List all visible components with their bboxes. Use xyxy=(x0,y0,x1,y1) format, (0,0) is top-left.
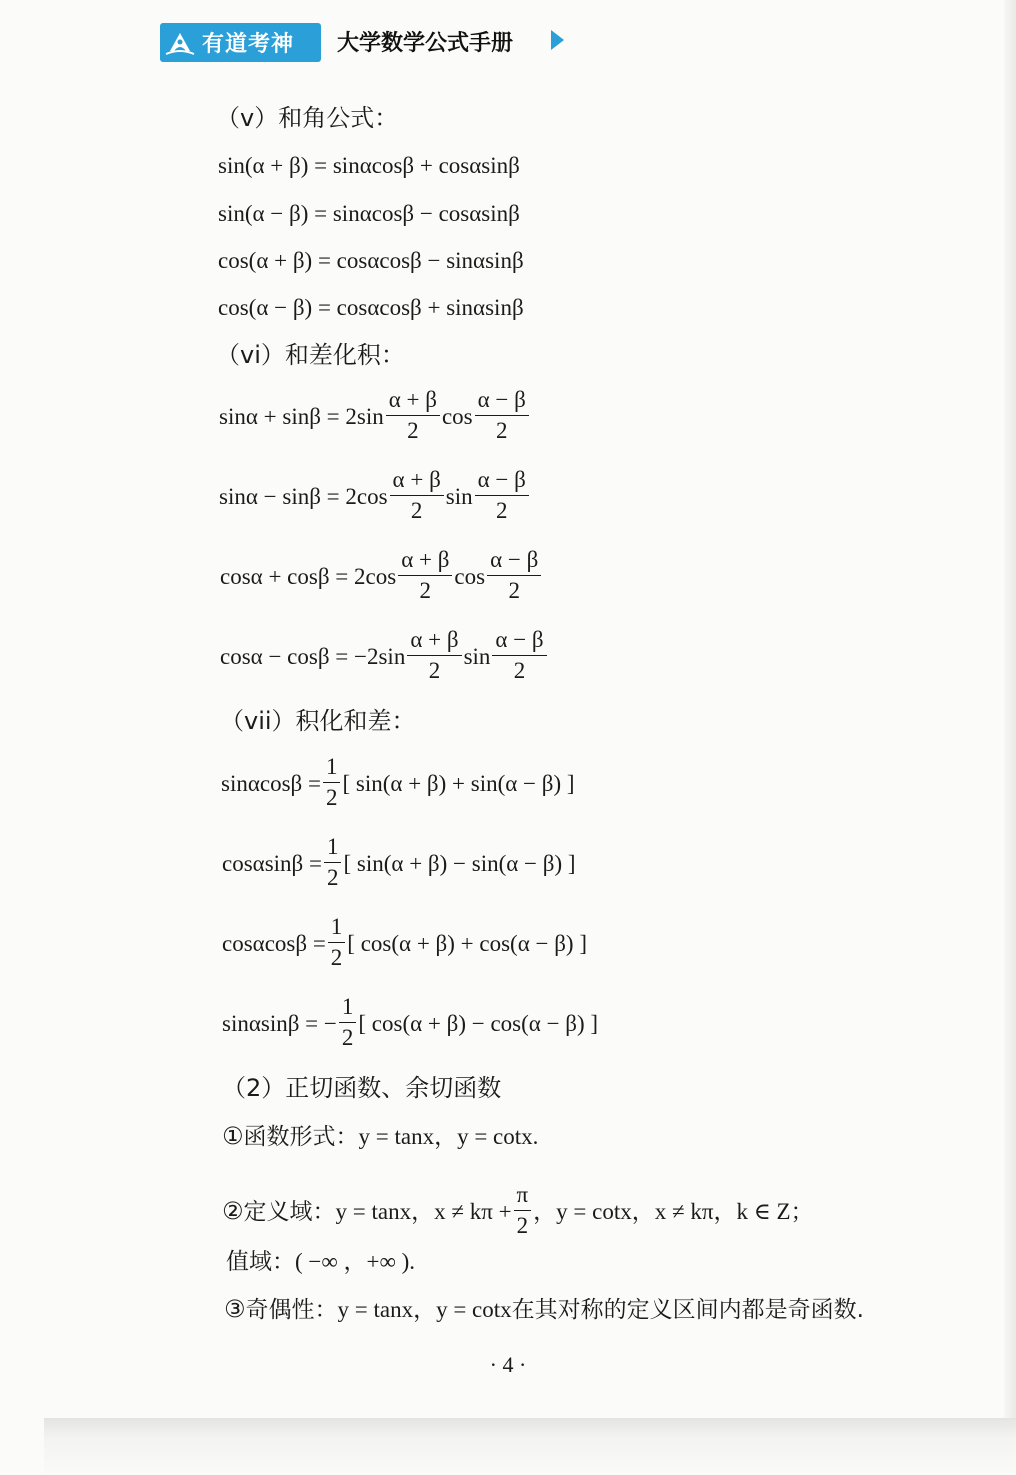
fraction-denominator: 2 xyxy=(508,578,520,603)
formula-lhs: sinα + sinβ = 2sin xyxy=(219,403,384,429)
fraction-numerator: α − β xyxy=(492,625,546,656)
book-title: 大学数学公式手册 xyxy=(337,31,514,56)
section-heading-tan-cot: （2）正切函数、余切函数 xyxy=(222,1074,502,1102)
item-number: ② xyxy=(222,1196,244,1225)
item-number: ① xyxy=(222,1122,244,1150)
fraction xyxy=(475,465,529,526)
formula-product-to-sum-4 xyxy=(222,995,598,1056)
item-text: y = tanx，y = cotx. xyxy=(358,1124,539,1149)
fraction-numerator: 1 xyxy=(324,832,342,863)
formula-product-to-sum-1 xyxy=(221,755,575,816)
fraction-denominator: 2 xyxy=(325,785,338,810)
item-label: 值域： xyxy=(226,1249,295,1275)
item-text-cn: 在其对称的定义区间内都是奇函数. xyxy=(511,1297,864,1323)
formula-sum-to-product-3 xyxy=(220,548,543,609)
formula-middle: cos xyxy=(441,403,473,429)
formula-sin-diff: sin(α − β) = sinαcosβ − cosαsinβ xyxy=(218,201,520,226)
formula-lhs: cosα − cosβ = −2sin xyxy=(220,643,406,669)
page-edge-shadow xyxy=(1004,0,1016,1420)
formula-cos-sum: cos(α + β) = cosαcosβ − sinαsinβ xyxy=(218,248,524,273)
fraction-one-half xyxy=(328,912,346,973)
item-label: 定义域： xyxy=(243,1198,336,1225)
fraction-numerator: 1 xyxy=(323,752,341,783)
item-text-b: ，y = cotx，x ≠ kπ，k ∈ Z； xyxy=(533,1198,814,1224)
formula-lhs: sinαsinβ = − xyxy=(222,1010,337,1036)
fraction-numerator: α + β xyxy=(407,625,461,656)
fraction-numerator: 1 xyxy=(339,992,357,1023)
item-domain xyxy=(222,1183,814,1244)
fraction-denominator: 2 xyxy=(410,498,423,523)
fraction xyxy=(475,385,529,446)
fraction-numerator: π xyxy=(514,1180,532,1211)
fraction-one-half xyxy=(323,752,341,813)
formula-middle: sin xyxy=(463,643,491,669)
fraction-denominator: 2 xyxy=(516,1213,529,1238)
formula-middle: cos xyxy=(454,563,486,589)
fraction-denominator: 2 xyxy=(326,865,339,890)
fraction-denominator: 2 xyxy=(428,658,441,683)
fraction-denominator: 2 xyxy=(419,578,432,603)
formula-lhs: cosα + cosβ = 2cos xyxy=(220,563,397,589)
fraction xyxy=(487,545,541,606)
fraction-numerator: α − β xyxy=(475,385,529,416)
fraction xyxy=(386,385,440,446)
formula-rhs: [ cos(α + β) + cos(α − β) ] xyxy=(347,930,587,956)
fraction-pi-half xyxy=(514,1180,532,1241)
item-label: 函数形式： xyxy=(243,1124,359,1150)
formula-sum-to-product-4 xyxy=(220,628,549,689)
formula-middle: sin xyxy=(445,483,473,509)
formula-sum-to-product-2 xyxy=(219,468,531,529)
formula-rhs: [ sin(α + β) − sin(α − β) ] xyxy=(343,850,576,876)
rocket-logo-icon xyxy=(160,23,200,62)
formula-product-to-sum-3 xyxy=(222,915,587,976)
formula-lhs: sinαcosβ = xyxy=(221,770,321,796)
formula-lhs: cosαsinβ = xyxy=(222,850,322,876)
fraction-numerator: α + β xyxy=(398,545,452,576)
play-arrow-icon xyxy=(551,30,564,50)
section-heading-sum-angle: （v）和角公式： xyxy=(216,104,399,132)
fraction-denominator: 2 xyxy=(513,658,526,683)
fraction-numerator: α + β xyxy=(390,465,444,496)
fraction-denominator: 2 xyxy=(330,945,343,970)
fraction-numerator: α + β xyxy=(386,385,440,416)
fraction-numerator: α − β xyxy=(487,545,541,576)
section-heading-sum-to-product: （vi）和差化积： xyxy=(216,341,405,369)
formula-product-to-sum-2 xyxy=(222,835,576,896)
formula-lhs: sinα − sinβ = 2cos xyxy=(219,483,388,509)
fraction-one-half xyxy=(339,992,357,1053)
fraction-one-half xyxy=(324,832,342,893)
item-text: ( −∞ ，+∞ ). xyxy=(295,1249,416,1274)
fraction xyxy=(492,625,546,686)
fraction-denominator: 2 xyxy=(407,418,419,443)
formula-rhs: [ sin(α + β) + sin(α − β) ] xyxy=(342,770,575,796)
item-label: 奇偶性： xyxy=(245,1297,338,1323)
fraction xyxy=(398,545,452,606)
item-range xyxy=(226,1248,415,1276)
fraction-numerator: α − β xyxy=(475,465,529,496)
item-text-a: y = tanx，x ≠ kπ + xyxy=(335,1198,512,1224)
page-number: · 4 · xyxy=(489,1352,527,1377)
fraction xyxy=(390,465,444,526)
item-number: ③ xyxy=(224,1295,246,1323)
fraction-denominator: 2 xyxy=(495,498,508,523)
formula-sum-to-product-1 xyxy=(219,388,531,449)
section-heading-product-to-sum: （vii）积化和差： xyxy=(220,707,416,735)
brand-badge xyxy=(160,23,321,62)
fraction xyxy=(407,625,461,686)
fraction-denominator: 2 xyxy=(341,1025,354,1050)
formula-sin-sum: sin(α + β) = sinαcosβ + cosαsinβ xyxy=(218,153,520,178)
page-bottom-shadow xyxy=(44,1418,1016,1475)
item-text: y = tanx，y = cotx xyxy=(337,1297,512,1322)
formula-lhs: cosαcosβ = xyxy=(222,930,326,956)
item-parity xyxy=(224,1295,864,1324)
item-function-form xyxy=(222,1122,538,1151)
fraction-numerator: 1 xyxy=(328,912,346,943)
fraction-denominator: 2 xyxy=(495,418,508,443)
formula-rhs: [ cos(α + β) − cos(α − β) ] xyxy=(358,1010,599,1036)
brand-name: 有道考神 xyxy=(202,32,295,57)
formula-cos-diff: cos(α − β) = cosαcosβ + sinαsinβ xyxy=(218,295,524,320)
